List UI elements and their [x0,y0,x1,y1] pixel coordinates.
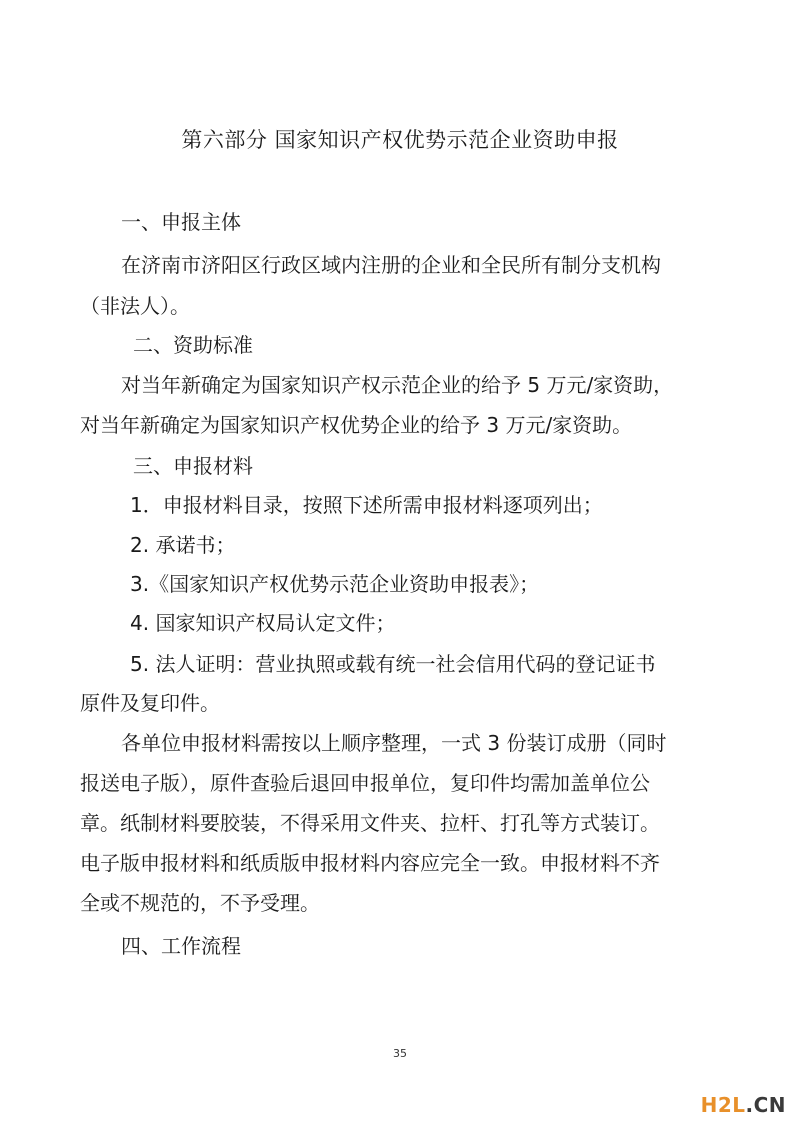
watermark-part-1: H2L [700,1093,746,1117]
list-item: 5. 法人证明：营业执照或载有统一社会信用代码的登记证书 [130,652,656,676]
body-line: 对当年新确定为国家知识产权示范企业的给予 5 万元/家资助， [121,373,674,397]
body-line: 对当年新确定为国家知识产权优势企业的给予 3 万元/家资助。 [80,413,633,437]
watermark-part-2: .CN [745,1093,786,1117]
document-title: 第六部分 国家知识产权优势示范企业资助申报 [181,128,619,152]
section-heading-3: 三、申报材料 [133,454,253,478]
list-item: 1．申报材料目录，按照下述所需申报材料逐项列出； [130,493,603,517]
body-line: （非法人）。 [80,294,190,318]
page-number: 35 [393,1047,407,1060]
body-line: 各单位申报材料需按以上顺序整理，一式 3 份装订成册（同时 [121,731,667,755]
watermark-logo [701,1093,786,1117]
section-heading-2: 二、资助标准 [133,333,253,357]
body-line: 在济南市济阳区行政区域内注册的企业和全民所有制分支机构 [121,253,661,277]
body-line: 全或不规范的，不予受理。 [80,891,320,915]
body-line: 电子版申报材料和纸质版申报材料内容应完全一致。申报材料不齐 [80,851,660,875]
section-heading-4: 四、工作流程 [121,934,241,958]
body-line: 原件及复印件。 [80,691,220,715]
body-line: 报送电子版），原件查验后退回申报单位，复印件均需加盖单位公 [80,771,650,795]
body-line: 章。纸制材料要胶装，不得采用文件夹、拉杆、打孔等方式装订。 [80,811,660,835]
list-item: 2. 承诺书； [130,533,236,557]
list-item: 4. 国家知识产权局认定文件； [130,611,396,635]
list-item: 3.《国家知识产权优势示范企业资助申报表》； [130,572,540,596]
section-heading-1: 一、申报主体 [121,210,241,234]
